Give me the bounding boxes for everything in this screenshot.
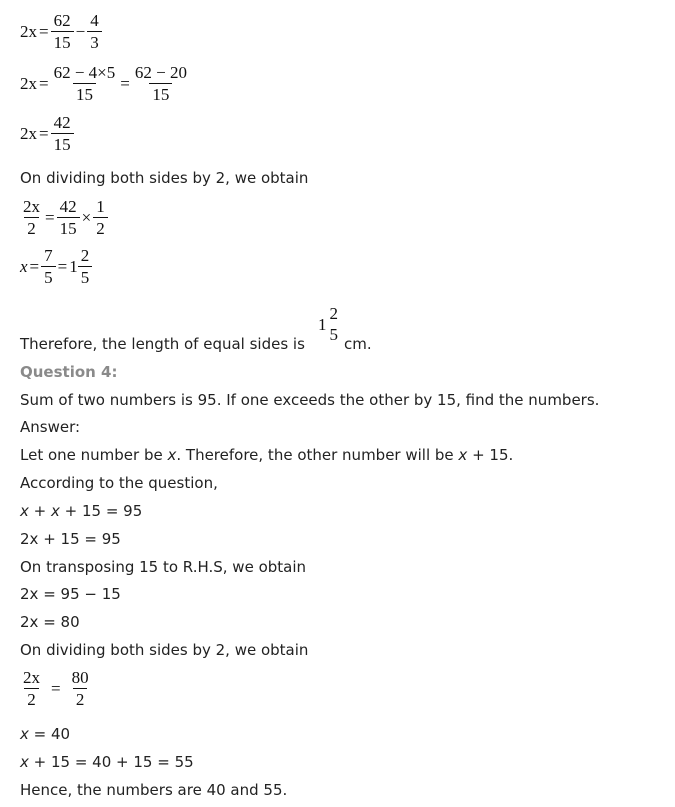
answer-label: Answer: <box>20 418 81 436</box>
minus-sign: − <box>75 22 86 41</box>
variable-x: x <box>167 446 177 464</box>
denominator: 2 <box>93 217 108 238</box>
text: + 15. <box>467 446 514 464</box>
equals-sign: = <box>39 22 49 41</box>
fraction <box>51 114 74 154</box>
denominator: 2 <box>24 217 39 238</box>
equation-c: 2x = 95 − 15 <box>20 585 121 603</box>
denominator: 5 <box>329 325 338 344</box>
denominator: 2 <box>24 688 39 709</box>
fraction <box>87 12 102 52</box>
unit-label: cm. <box>344 335 372 353</box>
fraction <box>51 12 74 52</box>
therefore-line: Therefore, the length of equal sides is <box>20 335 305 353</box>
denominator: 3 <box>87 31 102 52</box>
numerator: 2 <box>329 304 338 323</box>
equals-sign: = <box>29 257 40 276</box>
denominator: 15 <box>57 217 80 238</box>
denominator: 15 <box>73 83 96 104</box>
fraction <box>93 198 108 238</box>
equation-step-3 <box>20 114 74 154</box>
numerator: 4 <box>90 11 99 30</box>
denominator: 15 <box>51 133 74 154</box>
equation-d: 2x = 80 <box>20 613 80 631</box>
numerator: 2x <box>23 197 40 216</box>
equation-e <box>20 725 70 743</box>
question-text: Sum of two numbers is 95. If one exceeds the other by 15, find the numbers. <box>20 391 600 409</box>
equals-sign: = <box>39 124 49 143</box>
text: + 15 = 95 <box>59 502 143 520</box>
numerator: 62 <box>53 11 71 30</box>
equation-a <box>20 502 142 520</box>
equals-sign: = <box>51 679 61 698</box>
according-line: According to the question, <box>20 474 218 492</box>
times-sign: × <box>81 208 92 227</box>
denominator: 5 <box>41 266 56 287</box>
text: Let one number be <box>20 446 168 464</box>
numerator: 1 <box>96 197 105 216</box>
lhs: 2x <box>20 22 37 41</box>
text: + <box>28 502 51 520</box>
equation-step-4 <box>20 198 108 238</box>
answer-mixed-number <box>318 305 341 344</box>
fraction <box>20 669 43 709</box>
numerator: 2x <box>23 668 40 687</box>
dividing-line-2: On dividing both sides by 2, we obtain <box>20 641 309 659</box>
variable-x: x <box>20 257 28 276</box>
conclusion-line: Hence, the numbers are 40 and 55. <box>20 781 288 799</box>
equals-sign: = <box>120 74 130 93</box>
variable-x: x <box>20 725 29 743</box>
fraction <box>132 64 190 104</box>
text: + 15 = 40 + 15 = 55 <box>28 753 194 771</box>
fraction <box>51 64 119 104</box>
equation-f <box>20 753 194 771</box>
denominator: 2 <box>73 688 88 709</box>
whole-part: 1 <box>318 314 327 334</box>
denominator: 5 <box>78 266 93 287</box>
mixed-number <box>69 247 92 287</box>
denominator: 15 <box>51 31 74 52</box>
fraction <box>78 247 93 287</box>
question-heading: Question 4: <box>20 363 118 381</box>
equals-sign: = <box>45 208 55 227</box>
fraction <box>41 247 56 287</box>
numerator: 42 <box>53 113 71 132</box>
equation-step-1 <box>20 12 102 52</box>
variable-x: x <box>458 446 468 464</box>
text: . Therefore, the other number will be <box>176 446 459 464</box>
numerator: 7 <box>44 246 53 265</box>
fraction <box>69 669 92 709</box>
equation-step-2 <box>20 64 190 104</box>
numerator: 2 <box>80 246 90 265</box>
lhs: 2x <box>20 124 37 143</box>
equation-b: 2x + 15 = 95 <box>20 530 121 548</box>
whole-part: 1 <box>69 257 78 276</box>
variable-x: x <box>20 502 29 520</box>
numerator: 62 − 20 <box>134 63 187 82</box>
equation-step-5 <box>20 247 92 287</box>
equals-sign: = <box>57 257 68 276</box>
transposing-line: On transposing 15 to R.H.S, we obtain <box>20 558 307 576</box>
equation-step-6 <box>20 669 92 709</box>
numerator: 80 <box>71 668 89 687</box>
numerator: 42 <box>59 197 77 216</box>
fraction <box>327 305 342 344</box>
fraction <box>57 198 80 238</box>
lhs <box>20 257 28 277</box>
text: = 40 <box>28 725 71 743</box>
dividing-line-1: On dividing both sides by 2, we obtain <box>20 169 309 187</box>
numerator: 62 − 4×5 <box>53 63 116 82</box>
equals-sign: = <box>39 74 49 93</box>
fraction <box>20 198 43 238</box>
let-line <box>20 446 513 464</box>
variable-x: x <box>20 753 29 771</box>
variable-x: x <box>51 502 60 520</box>
lhs: 2x <box>20 74 37 93</box>
denominator: 15 <box>149 83 172 104</box>
